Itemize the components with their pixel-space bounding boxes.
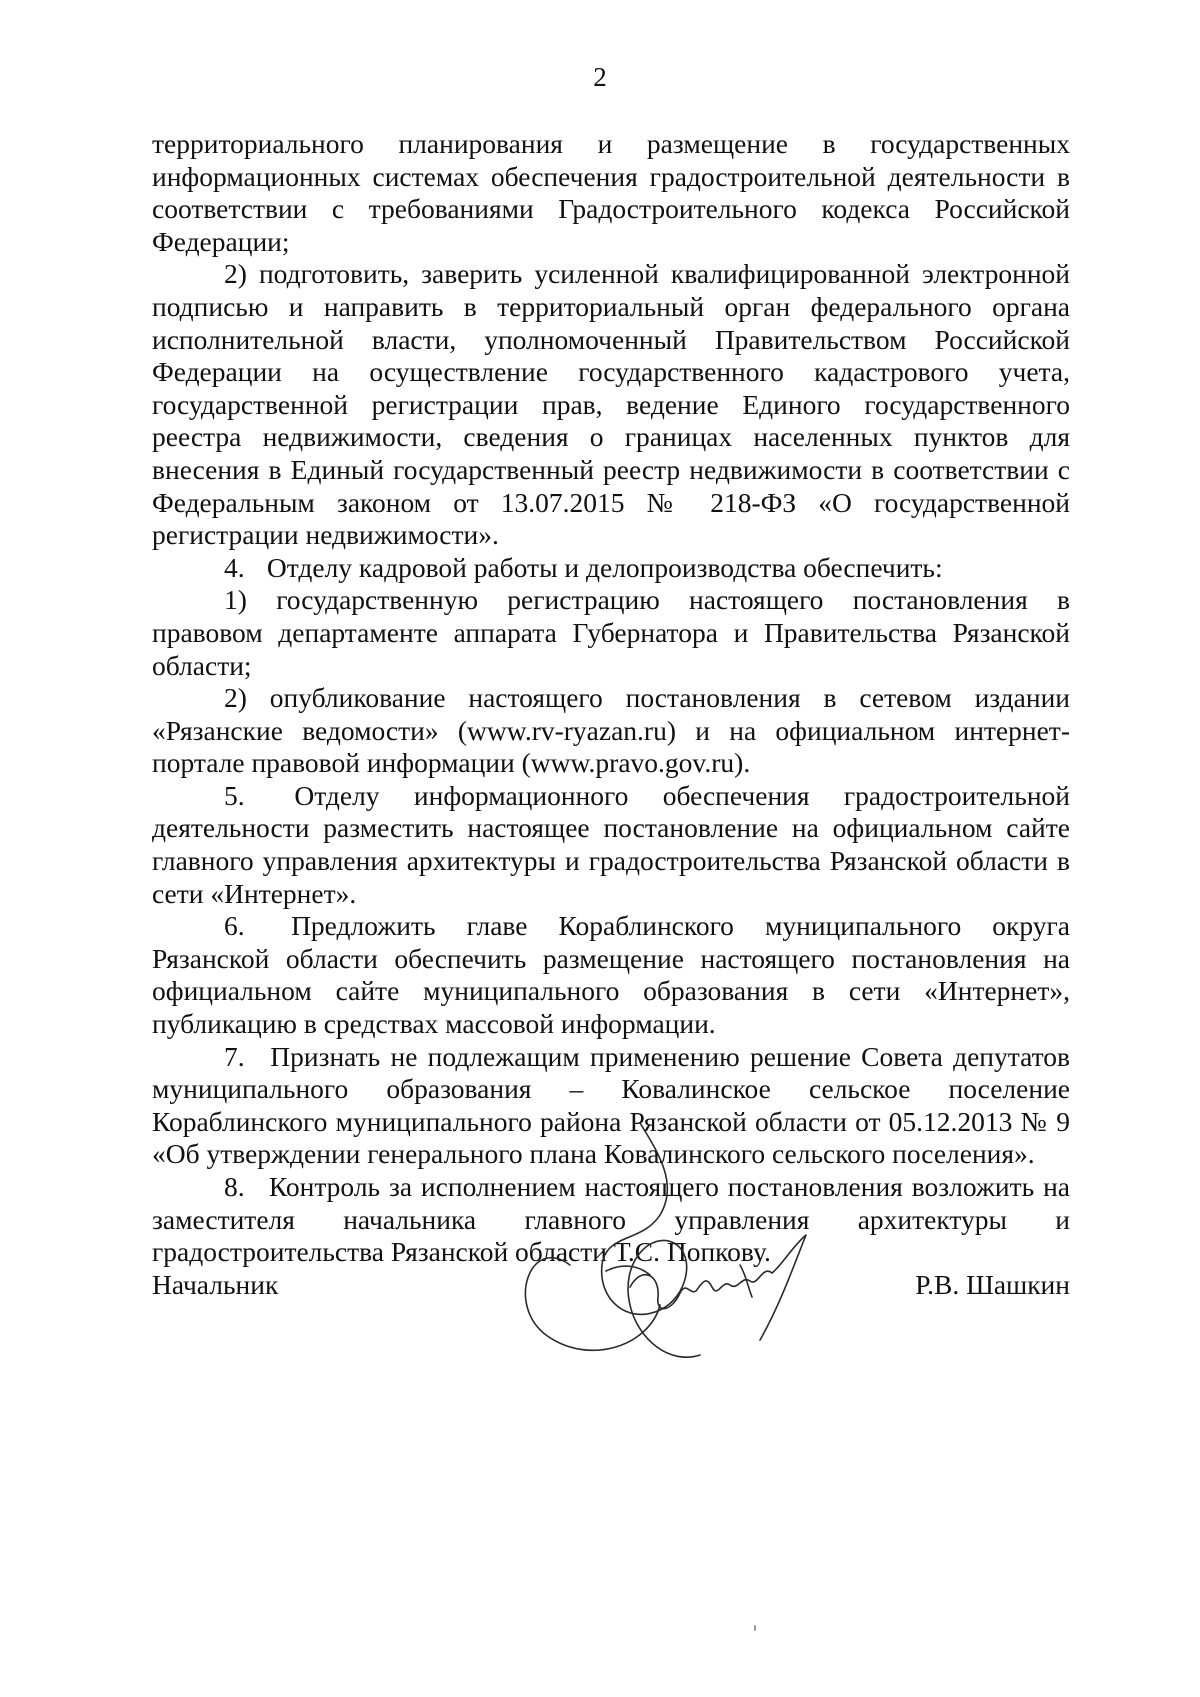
paragraph-continuation: территориального планирования и размещение в государственных информационных системах обеспечения градостроительной деятельности в соответствии с требованиями Градостроительного кодекса Российской Федерации; bbox=[152, 128, 1070, 257]
document-body bbox=[152, 128, 1070, 1269]
paragraph-text: Отделу кадровой работы и делопроизводства обеспечить: bbox=[266, 551, 943, 583]
paragraph-4 bbox=[152, 552, 1070, 585]
paragraph-number: 6. bbox=[224, 910, 245, 942]
paragraph-text: Признать не подлежащим применению решение Совета депутатов муниципального образования – Ковалинское сельское поселение Кораблинского муниципального района Рязанской области от 05.12.2013 № 9 «Об утверждении генерального плана Ковалинского сельского поселения». bbox=[152, 1040, 1071, 1170]
paragraph-item-2-egrn: 2) подготовить, заверить усиленной квалифицированной электронной подписью и направить в территориальный орган федерального органа исполнительной власти, уполномоченный Правительством Российской Федерации на осуществление государственного кадастрового учета, государственной регистрации прав, ведение Единого государственного реестра недвижимости, сведения о границах населенных пунктов для внесения в Единый государственный реестр недвижимости в соответствии с Федеральным законом от 13.07.2015 № 218-ФЗ «О государственной регистрации недвижимости». bbox=[152, 258, 1070, 551]
paragraph-6 bbox=[152, 910, 1070, 1040]
paragraph-text: Отделу информационного обеспечения градостроительной деятельности разместить настоящее постановление на официальном сайте главного управления архитектуры и градостроительства Рязанской области в сети «Интернет». bbox=[152, 779, 1070, 909]
signer-name: Р.В. Шашкин bbox=[915, 1269, 1070, 1300]
paragraph-number: 7. bbox=[224, 1040, 245, 1072]
paragraph-number: 5. bbox=[224, 779, 245, 811]
paragraph-text: Контроль за исполнением настоящего постановления возложить на заместителя начальника главного управления архитектуры и градостроительства Рязанской области Т.С. Попкову. bbox=[152, 1171, 1070, 1268]
paragraph-4-item-2: 2) опубликование настоящего постановления в сетевом издании «Рязанские ведомости» (www.rv-ryazan.ru) и на официальном интернет-портале правовой информации (www.pravo.gov.ru). bbox=[152, 682, 1070, 779]
paragraph-text: Предложить главе Кораблинского муниципального округа Рязанской области обеспечить размещение настоящего постановления на официальном сайте муниципального образования в сети «Интернет», публикацию в средствах массовой информации. bbox=[152, 910, 1071, 1040]
page-number: 2 bbox=[593, 62, 607, 92]
paragraph-number: 4. bbox=[224, 551, 245, 583]
handwritten-signature bbox=[510, 1115, 870, 1385]
paragraph-4-item-1: 1) государственную регистрацию настоящего постановления в правовом департаменте аппарата Губернатора и Правительства Рязанской области; bbox=[152, 584, 1070, 681]
paragraph-number: 8. bbox=[224, 1171, 245, 1202]
signer-position: Начальник bbox=[152, 1269, 279, 1300]
scan-speck bbox=[754, 1625, 756, 1631]
paragraph-5 bbox=[152, 780, 1070, 910]
